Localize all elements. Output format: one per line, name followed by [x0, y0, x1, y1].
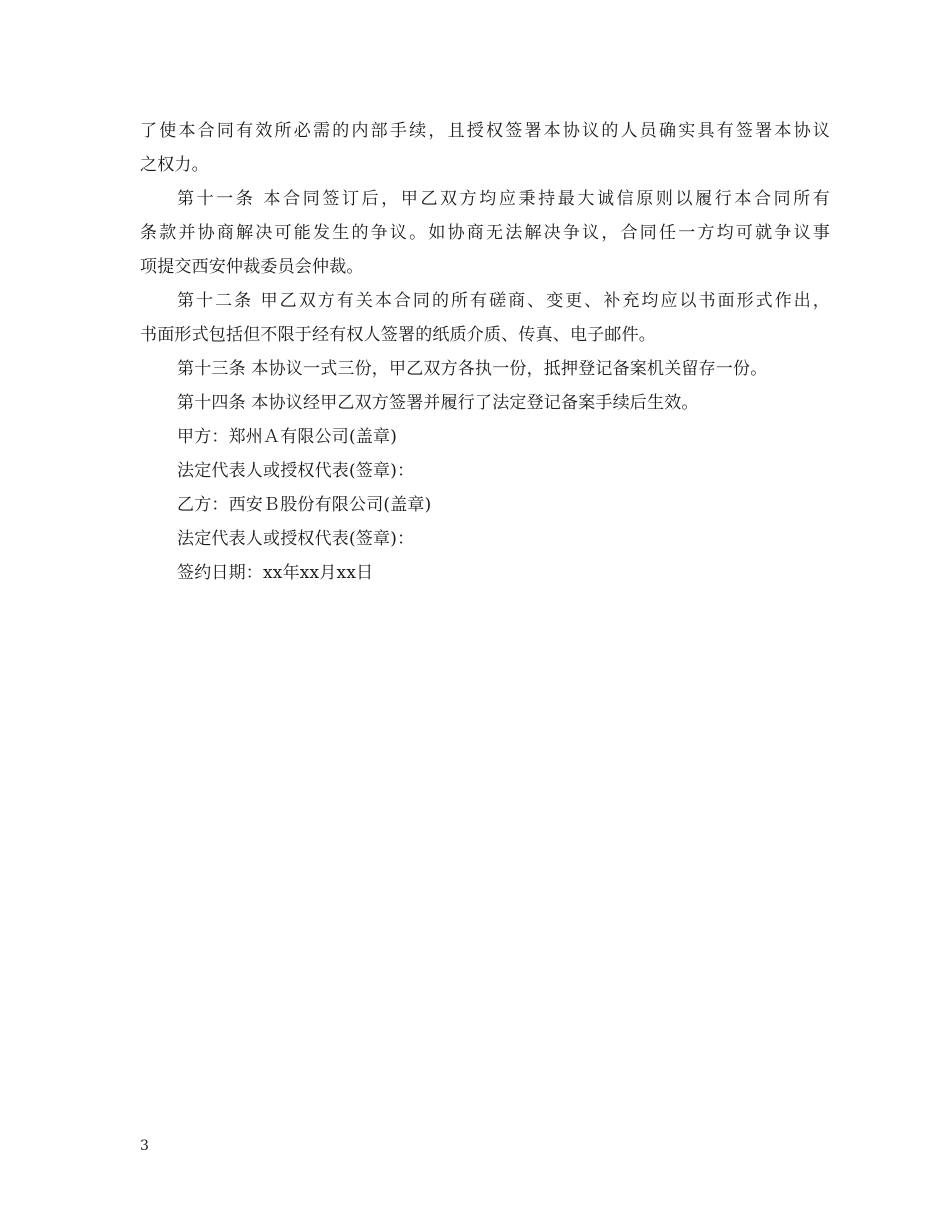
party-a-representative-line: 法定代表人或授权代表(签章)：	[177, 461, 415, 481]
document-body	[140, 114, 830, 590]
clause-12-line: 书面形式包括但不限于经有权人签署的纸质介质、传真、电子邮件。	[140, 325, 656, 345]
party-b-representative-line: 法定代表人或授权代表(签章)：	[177, 529, 415, 549]
paragraph-line: 了使本合同有效所必需的内部手续，且授权签署本协议的人员确实具有签署本协议	[140, 121, 830, 141]
party-a-line: 甲方：郑州Ａ有限公司(盖章)	[177, 427, 398, 447]
clause-11-line: 第十一条 本合同签订后，甲乙双方均应秉持最大诚信原则以履行本合同所有	[177, 189, 830, 209]
party-b-line: 乙方：西安Ｂ股份有限公司(盖章)	[177, 495, 432, 515]
paragraph-line: 之权力。	[140, 155, 209, 175]
page-number: 3	[140, 1138, 149, 1154]
signing-date-line: 签约日期：xx年xx月xx日	[177, 563, 374, 583]
clause-13-line: 第十三条 本协议一式三份，甲乙双方各执一份，抵押登记备案机关留存一份。	[177, 359, 768, 379]
clause-14-line: 第十四条 本协议经甲乙双方签署并履行了法定登记备案手续后生效。	[177, 393, 699, 413]
clause-11-line: 项提交西安仲裁委员会仲裁。	[140, 257, 364, 277]
clause-11-line: 条款并协商解决可能发生的争议。如协商无法解决争议，合同任一方均可就争议事	[140, 223, 830, 243]
clause-12-line: 第十二条 甲乙双方有关本合同的所有磋商、变更、补充均应以书面形式作出，	[177, 291, 830, 311]
